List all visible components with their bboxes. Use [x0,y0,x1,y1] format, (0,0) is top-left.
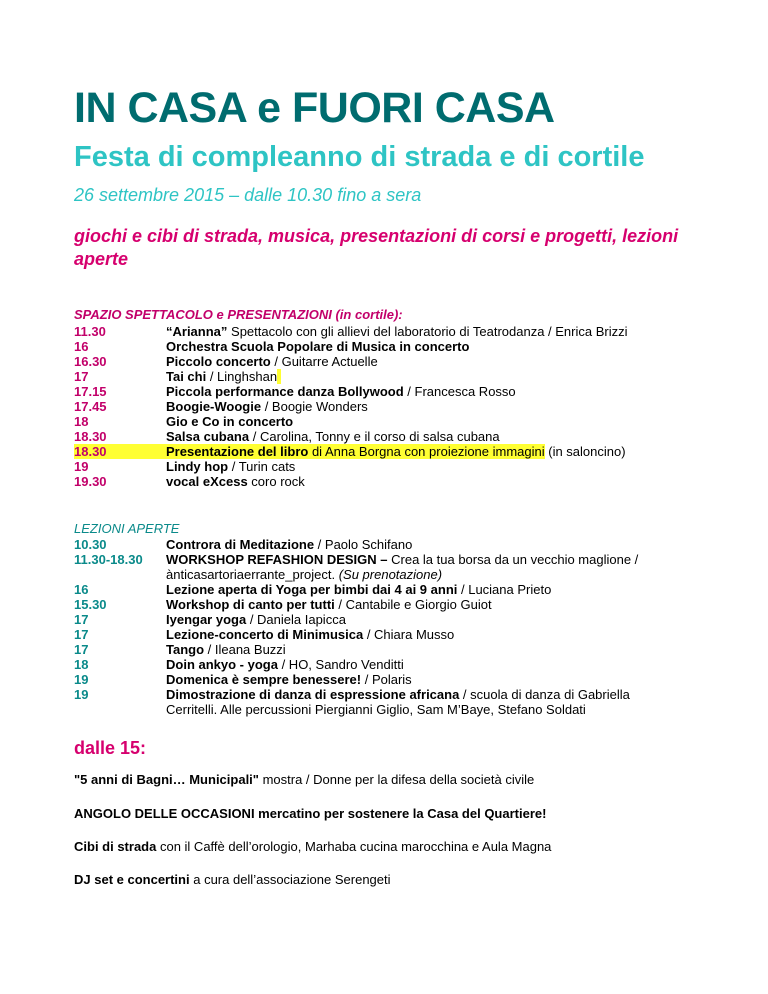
row-time: 19 [74,672,89,687]
row-time: 17 [74,642,89,657]
row-desc: Salsa cubana / Carolina, Tonny e il corso di salsa cubana [166,429,500,444]
row-time: 11.30 [74,324,106,339]
row-time: 18 [74,657,89,672]
row-desc: Piccolo concerto / Guitarre Actuelle [166,354,378,369]
row-desc: Iyengar yoga / Daniela Iapicca [166,612,346,627]
row-desc: Tai chi / Linghshan [166,369,281,384]
row-time: 17 [74,612,89,627]
row-time: 16 [74,582,89,597]
row-time: 19.30 [74,474,107,489]
page-subtitle: Festa di compleanno di strada e di cortile [74,141,645,173]
row-desc: Orchestra Scuola Popolare di Musica in concerto [166,339,470,354]
row-time: 11.30-18.30 [74,552,143,567]
event-date: 26 settembre 2015 – dalle 10.30 fino a sera [74,185,422,205]
row-desc: Piccola performance danza Bollywood / Francesca Rosso [166,384,516,399]
row-time: 10.30 [74,537,107,552]
row-time: 19 [74,687,89,702]
section-heading-dalle: dalle 15: [74,738,147,758]
row-desc: Boogie-Woogie / Boogie Wonders [166,399,368,414]
row-desc: Lezione aperta di Yoga per bimbi dai 4 ai 9 anni / Luciana Prieto [166,582,552,597]
page-title: IN CASA e FUORI CASA [74,84,555,132]
row-desc: WORKSHOP REFASHION DESIGN – Crea la tua borsa da un vecchio maglione / [166,552,639,567]
row-time: 17 [74,369,89,384]
row-desc: vocal eXcess coro rock [166,474,305,489]
row-time: 16.30 [74,354,107,369]
section-heading-spettacolo: SPAZIO SPETTACOLO e PRESENTAZIONI (in cortile): [74,307,403,322]
row-time: 18.30 [74,429,107,444]
row-desc: “Arianna” Spettacolo con gli allievi del laboratorio di Teatrodanza / Enrica Brizzi [166,324,628,339]
row-desc: Presentazione del libro di Anna Borgna con proiezione immagini (in saloncino) [166,444,626,459]
row-time: 17.15 [74,384,107,399]
row-desc: Lindy hop / Turin cats [166,459,296,474]
row-desc: Lezione-concerto di Minimusica / Chiara Musso [166,627,455,642]
row-time: 16 [74,339,89,354]
row-desc: Gio e Co in concerto [166,414,294,429]
afternoon-item: ANGOLO DELLE OCCASIONI mercatino per sostenere la Casa del Quartiere! [74,806,547,821]
row-desc: Tango / Ileana Buzzi [166,642,286,657]
row-time: 17 [74,627,89,642]
row-desc: Controra di Meditazione / Paolo Schifano [166,537,413,552]
row-desc: Workshop di canto per tutti / Cantabile e Giorgio Guiot [166,597,492,612]
afternoon-item: "5 anni di Bagni… Municipali" mostra / Donne per la difesa della società civile [74,772,535,787]
row-desc: Dimostrazione di danza di espressione africana / scuola di danza di Gabriella [166,687,630,702]
row-time: 15.30 [74,597,107,612]
event-tagline: giochi e cibi di strada, musica, presentazioni di corsi e progetti, lezioni aperte [74,226,679,269]
row-time: 18 [74,414,89,429]
row-time: 18.30 [74,444,166,459]
row-desc: Doin ankyo - yoga / HO, Sandro Venditti [166,657,404,672]
row-desc: Domenica è sempre benessere! / Polaris [166,672,412,687]
afternoon-item: DJ set e concertini a cura dell’associazione Serengeti [74,872,391,887]
section-heading-lezioni: LEZIONI APERTE [74,521,180,536]
afternoon-item: Cibi di strada con il Caffè dell’orologio, Marhaba cucina marocchina e Aula Magna [74,839,552,854]
row-desc: Cerritelli. Alle percussioni Piergianni Giglio, Sam M’Baye, Stefano Soldati [166,702,586,717]
row-time: 19 [74,459,89,474]
row-desc: ànticasartoriaerrante_project. (Su prenotazione) [166,567,443,582]
row-time: 17.45 [74,399,107,414]
